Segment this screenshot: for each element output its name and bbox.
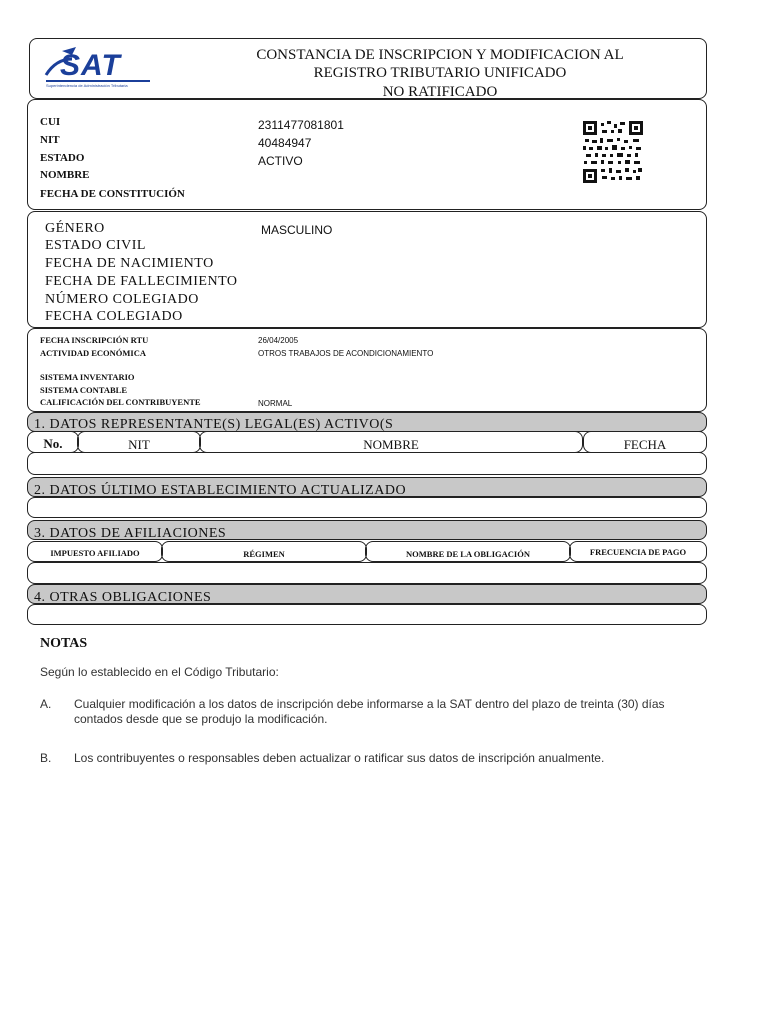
rtu-box: [27, 328, 707, 412]
col-impuesto-afiliado: [27, 541, 163, 562]
identity-box: [27, 99, 707, 210]
note-a-line1: Cualquier modificación a los datos de inscripción debe informarse a la SAT dentro del plazo de treinta (30) días: [74, 697, 665, 711]
section-2-header: [27, 477, 707, 497]
notes-title: NOTAS: [40, 636, 88, 651]
label-fecha-nacimiento: FECHA DE NACIMIENTO: [45, 256, 214, 271]
col-nit-label: NIT: [128, 437, 150, 452]
qr-code-icon: [583, 121, 643, 183]
col-fecha-label: FECHA: [623, 437, 667, 452]
note-a-line2: contados desde que se produjo la modificación.: [74, 712, 328, 726]
section-1-header: [27, 412, 707, 432]
label-sistema-inventario: SISTEMA INVENTARIO: [40, 372, 135, 382]
section-2-empty-row: [27, 497, 707, 518]
col-fecha: [583, 431, 707, 453]
label-estado-civil: ESTADO CIVIL: [45, 238, 146, 253]
col-frecuencia-pago: [569, 541, 707, 562]
label-fecha-inscripcion-rtu: FECHA INSCRIPCIÓN RTU: [40, 335, 149, 345]
value-nit: 40484947: [258, 136, 312, 150]
label-actividad-economica: ACTIVIDAD ECONÓMICA: [40, 348, 147, 358]
note-b-text: Los contribuyentes o responsables deben actualizar o ratificar sus datos de inscripción anualmente.: [74, 751, 605, 765]
sat-logo: [42, 45, 154, 89]
doc-title-line1: CONSTANCIA DE INSCRIPCION Y MODIFICACION AL: [256, 47, 624, 63]
section-3-header: [27, 520, 707, 540]
label-fecha-constitucion: FECHA DE CONSTITUCIÓN: [40, 188, 185, 200]
col-nombre-label: NOMBRE: [363, 437, 419, 452]
label-calificacion: CALIFICACIÓN DEL CONTRIBUYENTE: [40, 397, 201, 407]
value-genero: MASCULINO: [261, 223, 333, 237]
col-impuesto-label: IMPUESTO AFILIADO: [50, 548, 140, 558]
col-nombre-obligacion-label: NOMBRE DE LA OBLIGACIÓN: [406, 549, 530, 559]
label-cui: CUI: [40, 116, 61, 128]
value-calificacion: NORMAL: [258, 399, 293, 408]
label-genero: GÉNERO: [45, 221, 105, 236]
section-3-columns: [27, 541, 707, 562]
col-nit: [77, 431, 201, 453]
col-regimen: [161, 541, 367, 562]
label-numero-colegiado: NÚMERO COLEGIADO: [45, 292, 199, 307]
label-sistema-contable: SISTEMA CONTABLE: [40, 385, 127, 395]
value-cui: 2311477081801: [258, 118, 344, 132]
value-fecha-inscripcion: 26/04/2005: [258, 336, 299, 345]
doc-title-line3: NO RATIFICADO: [382, 84, 498, 97]
header-box: [29, 38, 707, 99]
label-estado: ESTADO: [40, 152, 85, 164]
col-nombre-obligacion: [365, 541, 571, 562]
col-regimen-label: RÉGIMEN: [243, 549, 285, 559]
section-4-header: [27, 584, 707, 604]
section-2-title: 2. DATOS ÚLTIMO ESTABLECIMIENTO ACTUALIZADO: [34, 483, 407, 497]
note-b-letter: B.: [40, 751, 52, 765]
label-nombre: NOMBRE: [40, 169, 90, 181]
section-4-title: 4. OTRAS OBLIGACIONES: [34, 590, 212, 604]
logo-subtext: Superintendencia de Administración Tributaria: [46, 83, 128, 88]
doc-title-line2: REGISTRO TRIBUTARIO UNIFICADO: [313, 65, 567, 81]
section-4-empty-row: [27, 604, 707, 625]
section-1-columns: [27, 431, 707, 453]
personal-box: [27, 211, 707, 328]
logo-text: SAT: [60, 49, 121, 82]
section-1-empty-row: [27, 452, 707, 475]
col-no: [27, 431, 79, 453]
label-nit: NIT: [40, 134, 60, 146]
col-no-label: No.: [43, 436, 63, 451]
section-3-empty-row: [27, 562, 707, 584]
col-frecuencia-label: FRECUENCIA DE PAGO: [589, 547, 687, 557]
section-1-title: 1. DATOS REPRESENTANTE(S) LEGAL(ES) ACTIVO(S: [34, 417, 394, 432]
col-nombre: [199, 431, 583, 453]
section-3-title: 3. DATOS DE AFILIACIONES: [34, 526, 227, 540]
label-fecha-colegiado: FECHA COLEGIADO: [45, 309, 183, 324]
label-fecha-fallecimiento: FECHA DE FALLECIMIENTO: [45, 274, 238, 289]
value-estado: ACTIVO: [258, 154, 303, 168]
value-actividad: OTROS TRABAJOS DE ACONDICIONAMIENTO: [258, 349, 434, 358]
note-a-letter: A.: [40, 697, 52, 711]
notes-intro: Según lo establecido en el Código Tributario:: [40, 665, 279, 679]
